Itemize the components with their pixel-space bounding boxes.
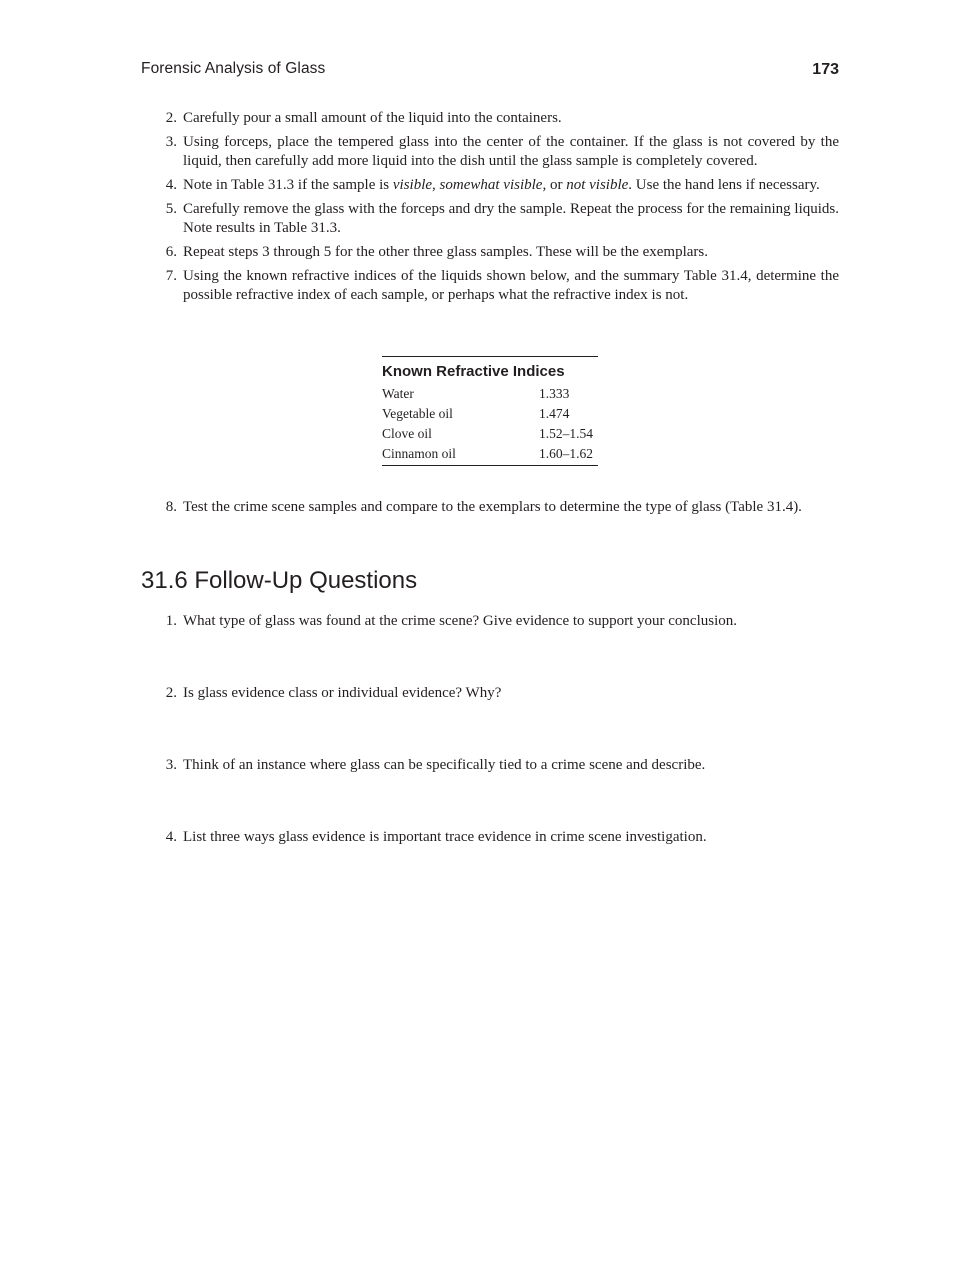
section-heading: 31.6 Follow-Up Questions: [141, 567, 418, 594]
follow-up-questions-list: [141, 612, 839, 900]
running-title: Forensic Analysis of Glass: [141, 60, 326, 77]
step-number: 3.: [165, 134, 177, 150]
question-item: [141, 756, 839, 828]
refractive-index-value: 1.60–1.62: [539, 446, 593, 461]
step-text-part: Note in Table 31.3 if the sample is: [183, 177, 393, 193]
table-title: Known Refractive Indices: [382, 363, 565, 380]
refractive-index-value: 1.333: [539, 386, 570, 401]
procedure-steps-list: [141, 109, 839, 310]
step-number: 8.: [165, 499, 177, 515]
liquid-name: Cinnamon oil: [382, 446, 456, 461]
question-text: List three ways glass evidence is important trace evidence in crime scene investigation.: [183, 829, 707, 845]
liquid-name: Clove oil: [382, 426, 432, 441]
question-text: Is glass evidence class or individual evidence? Why?: [183, 685, 502, 701]
visible-term: visible: [392, 177, 433, 193]
procedure-step: [141, 243, 839, 262]
question-text: What type of glass was found at the crime scene? Give evidence to support your conclusion.: [183, 613, 737, 629]
procedure-step: [141, 133, 839, 171]
question-number: 1.: [165, 613, 177, 629]
question-item: [141, 828, 839, 900]
refractive-index-value: 1.52–1.54: [539, 426, 593, 441]
table-row: [382, 444, 598, 464]
step-text-part: or: [546, 177, 567, 193]
somewhat-visible-term: somewhat visible,: [439, 177, 547, 193]
step-text: Test the crime scene samples and compare to the exemplars to determine the type of glass (Table 31.4).: [183, 499, 802, 515]
step-text: [183, 177, 820, 193]
step-number: 6.: [165, 244, 177, 260]
question-number: 2.: [165, 685, 177, 701]
question-item: [141, 684, 839, 756]
running-header: [141, 60, 839, 84]
refractive-index-value: 1.474: [539, 406, 570, 421]
procedure-step: [141, 109, 839, 128]
question-number: 3.: [165, 757, 177, 773]
question-text: Think of an instance where glass can be specifically tied to a crime scene and describe.: [183, 757, 706, 773]
question-number: 4.: [165, 829, 177, 845]
procedure-step: [141, 267, 839, 305]
step-text: Repeat steps 3 through 5 for the other three glass samples. These will be the exemplars.: [183, 244, 708, 260]
table-row: [382, 404, 598, 424]
not-visible-term: not visible: [566, 177, 629, 193]
table-row: [382, 384, 598, 404]
refractive-indices-table: [382, 356, 598, 466]
step-text: Using forceps, place the tempered glass into the center of the container. If the glass is not covered by the liquid, then carefully add more liquid into the dish until the glass sample is completely covered.: [183, 134, 839, 169]
question-item: [141, 612, 839, 684]
page-number: 173: [812, 61, 839, 78]
step-number: 7.: [165, 268, 177, 284]
step-number: 2.: [165, 110, 177, 126]
liquid-name: Water: [382, 386, 414, 401]
step-number: 5.: [165, 201, 177, 217]
table-row: [382, 424, 598, 444]
step-text-part: ,: [432, 177, 440, 193]
procedure-step: [141, 176, 839, 195]
step-text-part: . Use the hand lens if necessary.: [628, 177, 820, 193]
step-text: Using the known refractive indices of the liquids shown below, and the summary Table 31.4, determine the possible refractive index of each sample, or perhaps what the refractive index is not.: [183, 268, 839, 303]
step-number: 4.: [165, 177, 177, 193]
procedure-steps-list-continued: [141, 498, 839, 517]
step-text: Carefully pour a small amount of the liquid into the containers.: [183, 110, 562, 126]
step-text: Carefully remove the glass with the forceps and dry the sample. Repeat the process for the remaining liquids. Note results in Table 31.3.: [183, 201, 839, 236]
procedure-step: [141, 200, 839, 238]
liquid-name: Vegetable oil: [382, 406, 453, 421]
procedure-step: [141, 498, 839, 517]
